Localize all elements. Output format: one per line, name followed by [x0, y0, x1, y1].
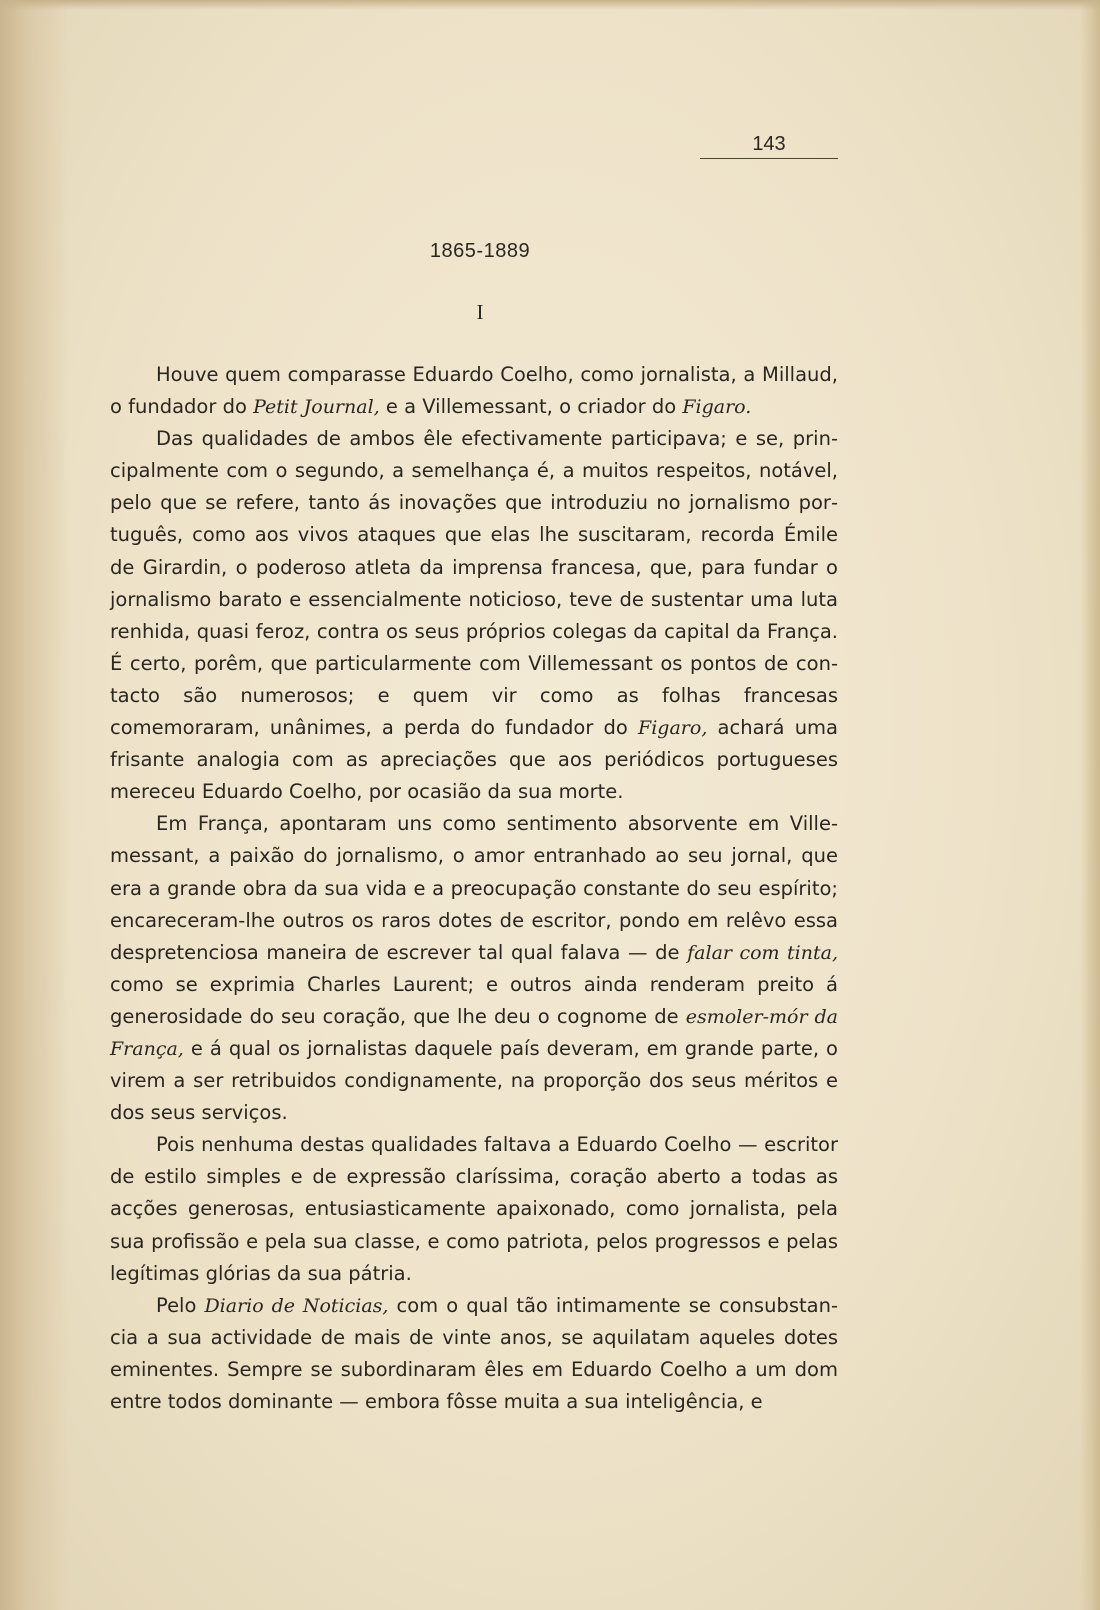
paragraph-1-italic-1: Petit Journal,	[253, 396, 380, 419]
paragraph-2-text: Das qualidades de ambos êle efectivamente participava; e se, principalmente com o segundo, a semelhança é, a muitos respeitos, notável, pelo que se refere, tanto ás inovações que introduziu no jornalismo português, como aos vivos ataques que elas lhe suscitaram, recorda Émile de Girardin, o poderoso atleta da imprensa francesa, que, para fundar o jornalismo barato e essencialmente noticioso, teve de sustentar uma luta renhida, quasi feroz, contra os seus próprios colegas da capital da França. É certo, porêm, que particularmente com Villemessant os pontos de contacto são numerosos; e quem vir como as folhas francesas comemoraram, unânimes, a perda do fundador do	[110, 427, 838, 740]
chapter-period: 1865-1889	[429, 240, 531, 262]
binding-shadow	[0, 0, 70, 1610]
paragraph-5-italic-1: Diario de Noticias,	[204, 1294, 389, 1317]
paragraph-5-text: Pelo	[156, 1293, 205, 1317]
paragraph-1	[110, 359, 838, 423]
paragraph-3-italic-2: esmoler-mór da França,	[110, 1005, 838, 1060]
paragraph-2-italic-1: Figaro,	[638, 717, 708, 740]
body-text	[110, 359, 838, 1418]
paragraph-3-text-2: como se exprimia Charles Laurent; e outros ainda renderam preito á generosidade do seu coração, que lhe deu o cognome de	[110, 972, 838, 1028]
page-edge-top	[0, 0, 1100, 10]
paragraph-4-text: Pois nenhuma destas qualidades faltava a Eduardo Coelho — escritor de estilo simples e de expressão claríssima, coração aberto a todas as acções generosas, entusiasticamente apaixonado, como jornalista, pela sua profissão e pela sua classe, e como patriota, pelos progressos e pelas legítimas glórias da sua pátria.	[110, 1133, 838, 1285]
paragraph-4	[110, 1129, 838, 1289]
paragraph-3	[110, 808, 838, 1129]
paragraph-5	[110, 1290, 838, 1418]
paragraph-5-text-2: com o qual tão intimamente se consubstancia a sua actividade de mais de vinte anos, se aquilatam aqueles dotes eminentes. Sempre se subordinaram êles em Eduardo Coelho a um dom entre todos dominante — embora fôsse muita a sua inteligência, e	[110, 1293, 838, 1413]
page-number: 143	[700, 132, 838, 159]
page-edge-right	[1080, 0, 1100, 1610]
paragraph-2	[110, 423, 838, 808]
paragraph-3-text: Em França, apontaram uns como sentimento absorvente em Villemessant, a paixão do jornalismo, o amor entranhado ao seu jornal, que era a grande obra da sua vida e a preocupação constante do seu espírito; encareceram-lhe outros os raros dotes de escritor, pondo em relêvo essa despretenciosa maneira de escrever tal qual falava — de	[110, 812, 838, 964]
paragraph-3-italic-1: falar com tinta,	[687, 941, 838, 964]
chapter-numeral: I	[476, 300, 484, 324]
paragraph-3-text-3: e á qual os jornalistas daquele país deveram, em grande parte, o virem a ser retribuidos condignamente, na proporção dos seus méritos e dos seus serviços.	[110, 1036, 838, 1125]
paragraph-1-italic-2: Figaro.	[682, 396, 752, 419]
paragraph-1-text-2: e a Villemessant, o criador do	[379, 395, 683, 419]
paragraph-2-text-2: achará uma frisante analogia com as apreciações que aos periódicos portugueses mereceu Eduardo Coelho, por ocasião da sua morte.	[110, 716, 838, 804]
paragraph-1-text: Houve quem comparasse Eduardo Coelho, como jornalista, a Millaud, o fundador do	[110, 363, 838, 419]
